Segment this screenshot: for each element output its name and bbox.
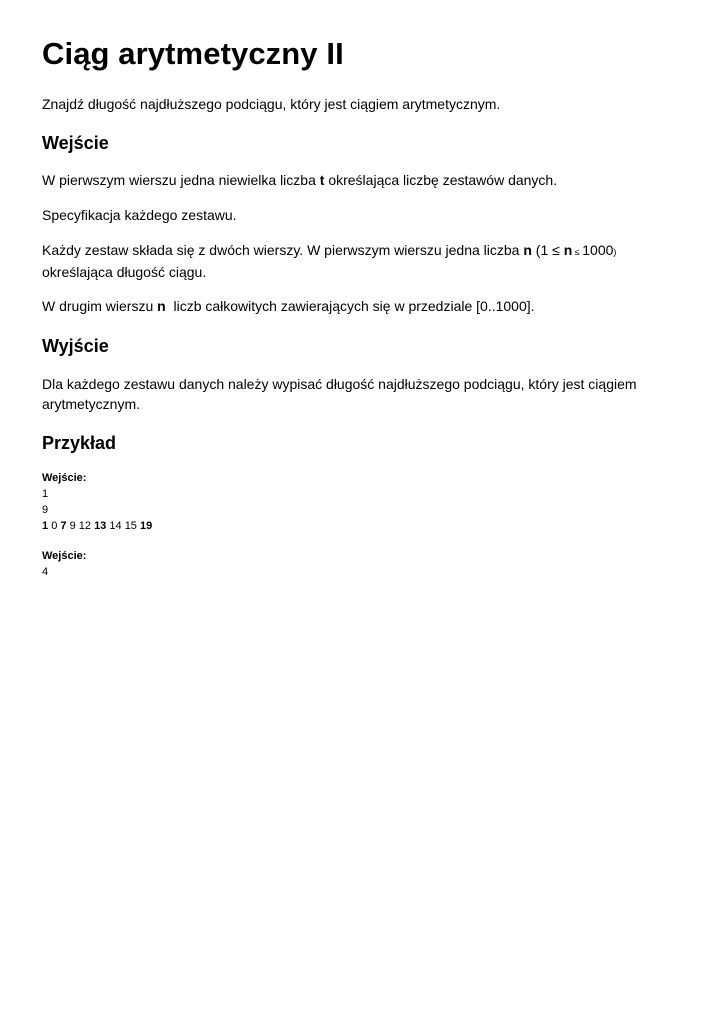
sequence-number: 0 — [51, 520, 58, 532]
sequence-number: 13 — [94, 520, 107, 532]
output-section-heading: Wyjście — [42, 336, 109, 356]
input-p4-text-before: W drugim wierszu — [42, 298, 158, 314]
sequence-number: 12 — [78, 520, 91, 532]
sequence-number: 1 — [42, 520, 49, 532]
input-paragraph-3 — [42, 240, 692, 282]
sequence-number: 19 — [140, 520, 153, 532]
input-p3-paren: ) — [613, 247, 617, 257]
variable-t: t — [319, 172, 325, 188]
example-output-label: Wejście: — [42, 550, 87, 562]
output-paragraph: Dla każdego zestawu danych należy wypisać długość najdłuższego podciągu, który jest ciągiem arytmetycznym. — [42, 376, 637, 412]
example-section-heading: Przykład — [42, 433, 117, 453]
input-paragraph-2: Specyfikacja każdego zestawu. — [42, 207, 237, 223]
input-p1-text-before: W pierwszym wierszu jedna niewielka liczba — [42, 172, 320, 188]
document-page — [42, 34, 692, 580]
input-paragraph-1 — [42, 170, 692, 190]
example-input-label: Wejście: — [42, 472, 87, 484]
variable-n-second: n — [157, 298, 166, 314]
sequence-number: 14 — [109, 520, 122, 532]
example-input-line-1: 1 — [42, 488, 49, 500]
intro-text: Znajdź długość najdłuższego podciągu, który jest ciągiem arytmetycznym. — [42, 96, 501, 112]
page-title: Ciąg arytmetyczny II — [42, 36, 344, 71]
variable-n: n — [523, 242, 532, 258]
sequence-number: 15 — [124, 520, 137, 532]
input-p3-range-open: (1 ≤ — [531, 242, 564, 258]
input-p1-text-after: określająca liczbę zestawów danych. — [324, 172, 558, 188]
example-block — [42, 470, 692, 580]
sequence-number: 9 — [69, 520, 76, 532]
input-section-heading: Wejście — [42, 133, 109, 153]
input-p3-text-before: Każdy zestaw składa się z dwóch wierszy. W pierwszym wierszu jedna liczba — [42, 242, 524, 258]
input-paragraph-4 — [42, 296, 692, 316]
sequence-number: 7 — [60, 520, 67, 532]
input-p3-limit: 1000 — [582, 242, 614, 258]
example-sequence-line — [42, 518, 692, 534]
input-p4-text-after: liczb całkowitych zawierających się w przedziale [0..1000]. — [165, 298, 535, 314]
example-input-line-2: 9 — [42, 504, 49, 516]
input-p3-text-after: określająca długość ciągu. — [42, 264, 207, 280]
example-output-value: 4 — [42, 566, 49, 578]
input-p3-le-sign: ≤ — [572, 247, 583, 257]
variable-n-range: n — [563, 242, 573, 258]
